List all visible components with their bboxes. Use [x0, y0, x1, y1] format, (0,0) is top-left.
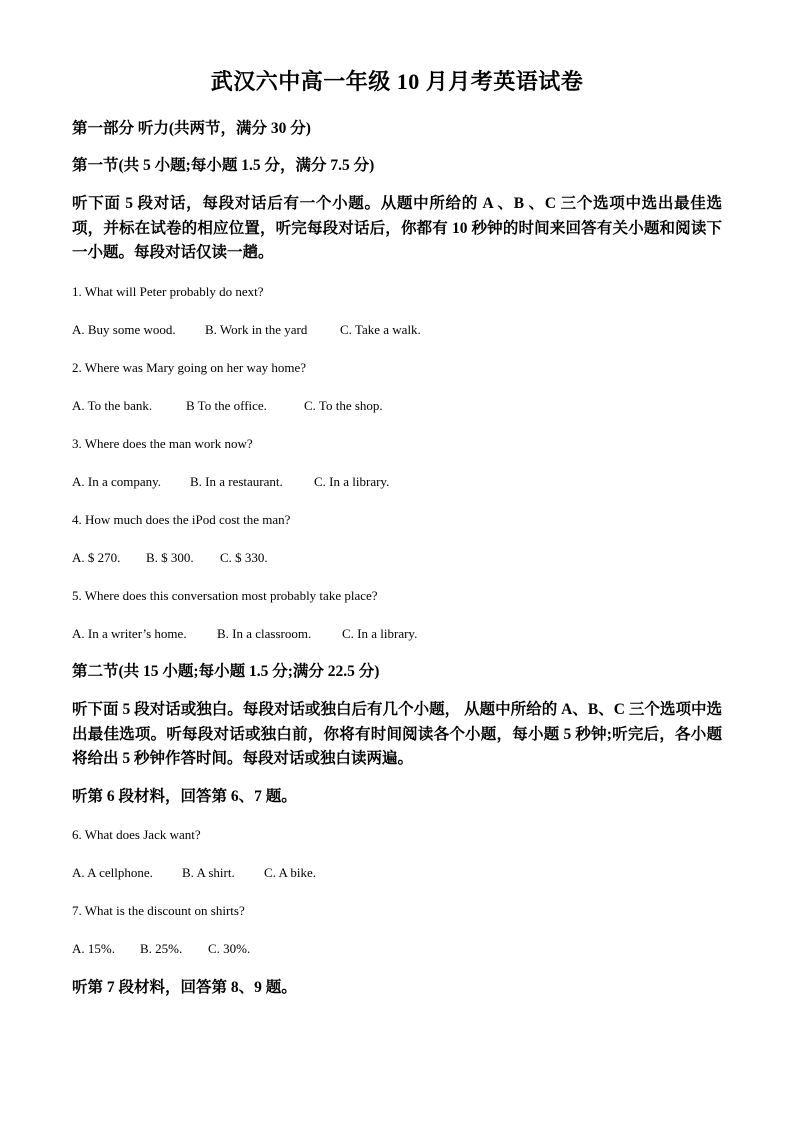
option-a: A. A cellphone.: [72, 865, 153, 880]
option-b: B To the office.: [186, 398, 267, 413]
page-title: 武汉六中高一年级 10 月月考英语试卷: [210, 69, 584, 94]
question-2-stem: 2. Where was Mary going on her way home?: [72, 360, 307, 375]
question-2-options: [72, 397, 383, 415]
section1-instructions: 听下面 5 段对话，每段对话后有一个小题。从题中所给的 A 、B 、C 三个选项中选出最佳选项，并标在试卷的相应位置，听完每段对话后，你都有 10 秒钟的时间来回答有关小题和阅读下一小题。每段对话仅读一趟。: [72, 195, 722, 261]
option-c: C. In a library.: [314, 474, 390, 489]
section1-heading: 第一节(共 5 小题;每小题 1.5 分，满分 7.5 分): [72, 157, 375, 174]
question-1-options: [72, 321, 421, 339]
question-6-stem: 6. What does Jack want?: [72, 827, 201, 842]
question-5-stem: 5. Where does this conversation most probably take place?: [72, 588, 378, 603]
option-a: A. In a writer’s home.: [72, 626, 187, 641]
option-b: B. A shirt.: [182, 865, 235, 880]
option-a: A. In a company.: [72, 474, 162, 489]
option-c: C. In a library.: [342, 626, 418, 641]
option-a: A. Buy some wood.: [72, 322, 176, 337]
question-7-options: [72, 940, 250, 958]
material-7-heading: 听第 7 段材料，回答第 8、9 题。: [72, 979, 297, 996]
question-4-options: [72, 549, 268, 567]
question-5-options: [72, 625, 417, 643]
option-b: B. $ 300.: [146, 550, 194, 565]
option-c: C. A bike.: [264, 865, 317, 880]
option-b: B. Work in the yard: [205, 322, 308, 337]
option-c: C. To the shop.: [304, 398, 383, 413]
question-7-stem: 7. What is the discount on shirts?: [72, 903, 245, 918]
option-a: A. To the bank.: [72, 398, 153, 413]
option-b: B. In a restaurant.: [190, 474, 283, 489]
option-c: C. 30%.: [208, 941, 251, 956]
question-3-stem: 3. Where does the man work now?: [72, 436, 253, 451]
option-c: C. $ 330.: [220, 550, 268, 565]
question-6-options: [72, 864, 316, 882]
section2-instructions: 听下面 5 段对话或独白。每段对话或独白后有几个小题， 从题中所给的 A、B、C 三个选项中选出最佳选项。听每段对话或独白前，你将有时间阅读各个小题，每小题 5 秒钟;听完后，各小题将给出 5 秒钟作答时间。每段对话或独白读两遍。: [72, 701, 722, 767]
option-c: C. Take a walk.: [340, 322, 421, 337]
question-1-stem: 1. What will Peter probably do next?: [72, 284, 264, 299]
question-3-options: [72, 473, 389, 491]
part1-heading: 第一部分 听力(共两节，满分 30 分): [72, 120, 311, 137]
option-b: B. In a classroom.: [217, 626, 312, 641]
question-4-stem: 4. How much does the iPod cost the man?: [72, 512, 291, 527]
material-6-heading: 听第 6 段材料，回答第 6、7 题。: [72, 788, 297, 805]
option-a: A. 15%.: [72, 941, 115, 956]
option-b: B. 25%.: [140, 941, 183, 956]
option-a: A. $ 270.: [72, 550, 121, 565]
section2-heading: 第二节(共 15 小题;每小题 1.5 分;满分 22.5 分): [72, 663, 380, 680]
